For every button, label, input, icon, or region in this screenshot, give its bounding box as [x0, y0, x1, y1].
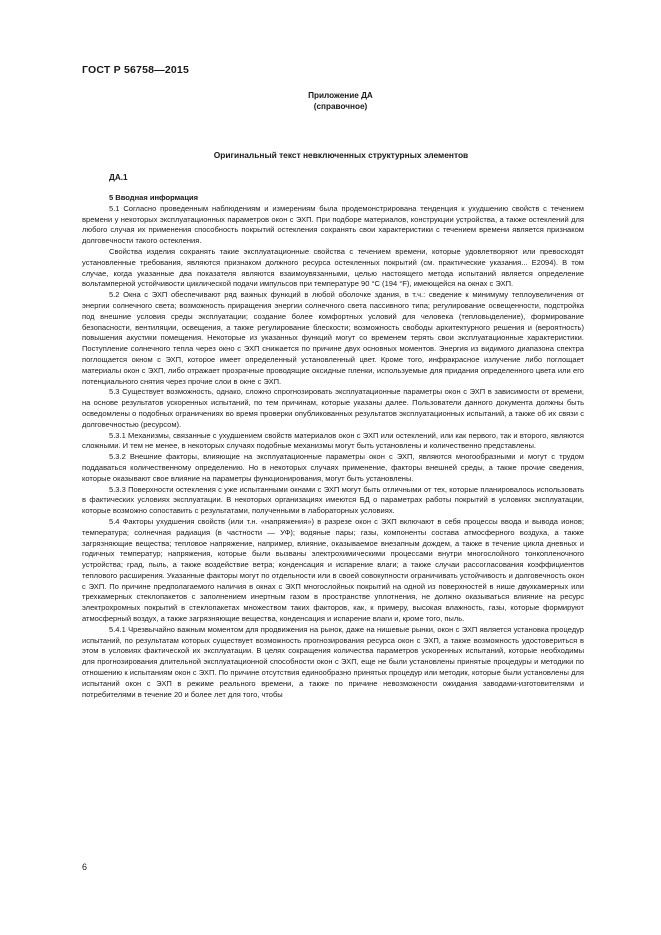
page-number: 6	[82, 862, 88, 872]
clause-heading: 5 Вводная информация	[109, 193, 199, 202]
paragraph-5-2: 5.2 Окна с ЭХП обеспечивают ряд важных функций в любой оболочке здания, в т.ч.: сведение к минимуму теплоувеличения от энергии солнечного света; возможность приращения энергии солнечного света пассивного типа; регулирование освещенности, подстройка под внешние условия среды эксплуатации; создание более комфортных условий для человека (тепловыделение), формирование безопасности, вентиляции, освещения, а также регулирование блескости; возможность свободы архитектурного решения и (вероятность) повышения акустики помещения. Некоторые из указанных функций могут со временем терять свои эксплуатационные характеристики. Поступление солнечного тепла через окно с ЭХП снижается по причине двух основных моментов. Энергия из видимого диапазона спектра поглощается окном с ЭХП, которое имеет определенный установленный цвет. Кроме того, инфракрасное излучение либо поглощает материалы окон с ЭХП, либо отражает прозрачные проводящие оксидные пленки, используемые для придания определенного цвета или его потенциального снятия через прочие слои в окне с ЭХП.	[82, 290, 584, 386]
paragraph-5-3-1: 5.3.1 Механизмы, связанные с ухудшением свойств материалов окон с ЭХП или остеклений, или как первого, так и второго, являются сложными. И тем не менее, в некоторых случаях подобные механизмы могут быть установлены и количественно представлены.	[82, 430, 584, 451]
paragraph-5-4-1: 5.4.1 Чрезвычайно важным моментом для продвижения на рынок, даже на нишевые рынки, окон с ЭХП является установка процедур испытаний, по результатам которых существует возможность прогнозирования ресурса окон с ЭХП, а также возможность удостовериться в этом в условиях фактической их эксплуатации. В целях сокращения количества параметров ускоренных испытаний, которые необходимы для прогнозирования длительной эксплуатационной способности окон с ЭХП, еще не были установлены принятые процедуры и методики по отношению к испытаниям окон с ЭХП. По причине отсутствия единообразно принятых процедур или методик, которые были установлены для испытаний окон с ЭХП в режиме реального времени, а также по причине невозможности ожидания заводами-изготовителями и потребителями в течение 20 и более лет для того, чтобы	[82, 624, 584, 699]
body-text	[82, 193, 584, 700]
appendix-title: Приложение ДА	[308, 91, 373, 100]
document-code: ГОСТ Р 56758—2015	[82, 64, 190, 76]
subsection-id: ДА.1	[109, 173, 128, 182]
section-title: Оригинальный текст невключенных структурных элементов	[213, 150, 469, 160]
paragraph-5-3: 5.3 Существует возможность, однако, сложно спрогнозировать эксплуатационные параметры окон с ЭХП в зависимости от времени, на основе результатов ускоренных испытаний, по тем причинам, которые указаны далее. Пользователи данного документа должны быть осведомлены о подобных ограничениях во время проверки опубликованных результатов эксплуатационных испытаний, а также об их связи с долговечностью (ресурсом).	[82, 387, 584, 429]
appendix-heading	[0, 90, 661, 112]
paragraph-5-3-3: 5.3.3 Поверхности остекления с уже испытанными окнами с ЭХП могут быть отличными от тех, которые планировалось использовать в фактических условиях эксплуатации. В некоторых организациях имеются БД о параметрах работы покрытий в условиях эксплуатации, которые возможно сопоставить с результатами, полученными в лабораторных условиях.	[82, 484, 584, 516]
paragraph-5-3-2: 5.3.2 Внешние факторы, влияющие на эксплуатационные параметры окон с ЭХП, являются многообразными и могут с трудом поддаваться количественному определению. Но в некоторых случаях применение, факторы внешней среды, а также прочие сведения, которые оказывают свое влияние на параметры функционирования, могут быть установлены.	[82, 452, 584, 483]
appendix-note: (справочное)	[313, 102, 368, 111]
paragraph-5-1-cont: Свойства изделия сохранять такие эксплуатационные свойства с течением времени, которые удовлетворяют или превосходят установленные требования, являются признаком должного ресурса остекленных покрытий (см. практические указания... Е2094). В том случае, когда указанные два показателя являются взаимоувязанными, целью настоящего метода испытаний является определение вольтамперной устойчивости циклической подачи импульсов при температуре 90 °С (194 °F), имеющейся на окнах с ЭХП.	[82, 246, 584, 289]
paragraph-5-1: 5.1 Согласно проведенным наблюдениям и измерениям была продемонстрирована тенденция к ухудшению свойств с течением времени у некоторых эксплуатационных параметров окон с ЭХП. При подборе материалов, конструкции устройства, а также остеклений для любого случая их применения способность покрытий остекления сохранять свои характеристики с течением времени является признаком долговечности такого остекления.	[82, 203, 584, 246]
paragraph-5-4: 5.4 Факторы ухудшения свойств (или т.н. «напряжения») в разрезе окон с ЭХП включают в себя процессы ввода и вывода ионов; температура; солнечная радиация (в частности — УФ); водяные пары; газы, компоненты состава атмосферного воздуха, а также загрязняющие вещества; тепловое напряжение, например, влияние, оказываемое внезапным дождем, а также в течение цикла дневных и годичных температур; напряжения, которые были вызваны электрохимическими процессами внутри многослойного тонкопленочного устройства; град, пыль, а также воздействие ветра; конденсация и испарение влаги; а также случаи рассогласования коэффициентов теплового расширения. Указанные факторы могут по отдельности или в своей совокупности ограничивать устойчивость и долговечность окон с ЭХП. По причине предполагаемого наличия в окнах с ЭХП многослойных покрытий на одной из поверхностей в нише двухкамерных или трехкамерных стеклопакетов с заполнением инертным газом в пространстве уплотнения, не должно оказываться влияние на ресурс электрохромных покрытий в стеклопакетах множеством таких факторов, как, к примеру, высокая влажность, газы, которые формируют атмосферный воздух, а также загрязняющие вещества, конденсация и испарение влаги и, кроме того, пыль.	[82, 516, 584, 624]
